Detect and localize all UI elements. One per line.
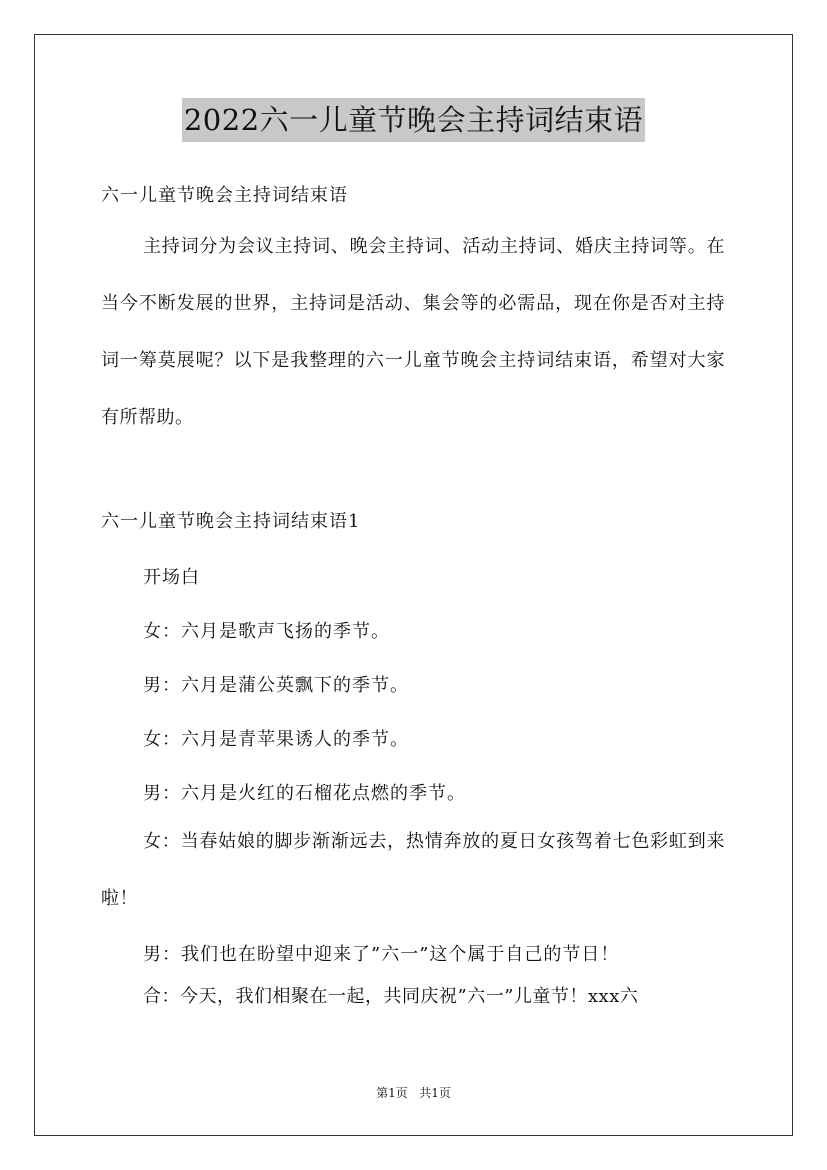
dialogue-line: 男：六月是火红的石榴花点燃的季节。 bbox=[143, 783, 466, 804]
section-heading: 六一儿童节晚会主持词结束语1 bbox=[101, 511, 361, 532]
dialogue-paragraph: 女：当春姑娘的脚步渐渐远去，热情奔放的夏日女孩驾着七色彩虹到来啦！ bbox=[101, 831, 725, 909]
dialogue-line: 男：六月是蒲公英飘下的季节。 bbox=[143, 675, 409, 696]
dialogue-line: 女：六月是歌声飞扬的季节。 bbox=[143, 621, 390, 642]
page-footer bbox=[0, 1084, 827, 1101]
title-wrap bbox=[0, 98, 827, 142]
dialogue-paragraph: 合：今天，我们相聚在一起，共同庆祝”六一”儿童节！xxx六 bbox=[143, 986, 639, 1007]
page-number: 第1页 bbox=[376, 1086, 408, 1100]
dialogue-line: 男：我们也在盼望中迎来了”六一”这个属于自己的节日！ bbox=[143, 944, 620, 965]
document-title: 2022六一儿童节晚会主持词结束语 bbox=[182, 98, 645, 142]
opening-label: 开场白 bbox=[143, 567, 200, 588]
page-total: 共1页 bbox=[419, 1086, 451, 1100]
intro-paragraph: 主持词分为会议主持词、晚会主持词、活动主持词、婚庆主持词等。在当今不断发展的世界，主持词是活动、集会等的必需品，现在你是否对主持词一筹莫展呢？以下是我整理的六一儿童节晚会主持词结束语，希望对大家有所帮助。 bbox=[101, 236, 725, 428]
dialogue-line: 女：六月是青苹果诱人的季节。 bbox=[143, 729, 409, 750]
subtitle: 六一儿童节晚会主持词结束语 bbox=[101, 185, 348, 206]
